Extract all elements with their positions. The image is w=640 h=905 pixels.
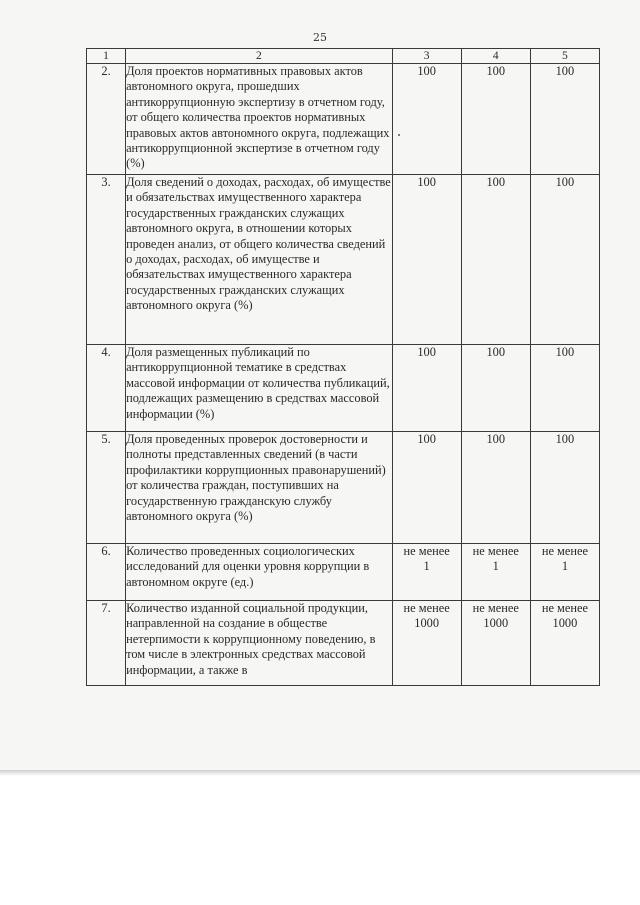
scan-speck xyxy=(398,134,400,136)
table-row xyxy=(87,601,600,686)
value-cell: не менее 1 xyxy=(403,544,450,574)
table-row xyxy=(87,544,600,601)
value-cell: не менее 1 xyxy=(541,544,589,574)
row-number: 3. xyxy=(87,175,126,345)
value-cell: 100 xyxy=(486,345,506,359)
row-number: 6. xyxy=(87,544,126,601)
column-header: 1 xyxy=(87,49,126,64)
table-row xyxy=(87,432,600,544)
row-description: Доля сведений о доходах, расходах, об имуществе и обязательствах имущественного характера государственных гражданских служащих автономного округа, в отношении которых проведен анализ, от общего количества сведений о доходах, расходах, об имуществе и обязательствах имущественного характера государственных гражданских служащих автономного округа (%) xyxy=(126,175,393,345)
row-description: Количество проведенных социологических исследований для оценки уровня коррупции в автономном округе (ед.) xyxy=(126,544,393,601)
value-cell: 100 xyxy=(555,432,575,446)
table-header-row xyxy=(87,49,600,64)
value-cell: не менее 1000 xyxy=(541,601,589,631)
page-number: 25 xyxy=(313,31,327,44)
row-description: Доля размещенных публикаций по антикоррупционной тематике в средствах массовой информации от количества публикаций, подлежащих размещению в средствах массовой информации (%) xyxy=(126,345,393,432)
row-number: 5. xyxy=(87,432,126,544)
value-cell: 100 xyxy=(555,64,575,78)
row-description: Количество изданной социальной продукции, направленной на создание в обществе нетерпимости к коррупционному поведению, в том числе в электронных средствах массовой информации, а также в xyxy=(126,601,393,686)
value-cell: не менее 1000 xyxy=(403,601,450,631)
value-cell: 100 xyxy=(417,175,436,189)
value-cell: 100 xyxy=(486,432,506,446)
value-cell: 100 xyxy=(555,175,575,189)
value-cell: 100 xyxy=(417,345,436,359)
value-cell: не менее 1000 xyxy=(472,601,519,631)
value-cell: 100 xyxy=(417,64,436,78)
column-header: 3 xyxy=(392,49,461,64)
row-description: Доля проектов нормативных правовых актов автономного округа, прошедших антикоррупционную экспертизу в отчетном году, от общего количества проектов нормативных правовых актов автономного округа, подлежащих антикоррупционной экспертизе в отчетном году (%) xyxy=(126,64,393,175)
indicators-table xyxy=(86,48,600,686)
row-number: 7. xyxy=(87,601,126,686)
column-header: 2 xyxy=(126,49,393,64)
value-cell: 100 xyxy=(486,175,506,189)
row-description: Доля проведенных проверок достоверности и полноты представленных сведений (в части профилактики коррупционных правонарушений) от количества граждан, поступивших на государственную гражданскую службу автономного округа (%) xyxy=(126,432,393,544)
value-cell: 100 xyxy=(486,64,506,78)
row-number: 4. xyxy=(87,345,126,432)
row-number: 2. xyxy=(87,64,126,175)
column-header: 5 xyxy=(530,49,599,64)
table-row xyxy=(87,175,600,345)
table-row xyxy=(87,64,600,175)
column-header: 4 xyxy=(461,49,530,64)
value-cell: 100 xyxy=(555,345,575,359)
value-cell: не менее 1 xyxy=(472,544,519,574)
page-edge-shadow xyxy=(0,770,640,776)
value-cell: 100 xyxy=(417,432,436,446)
table-row xyxy=(87,345,600,432)
